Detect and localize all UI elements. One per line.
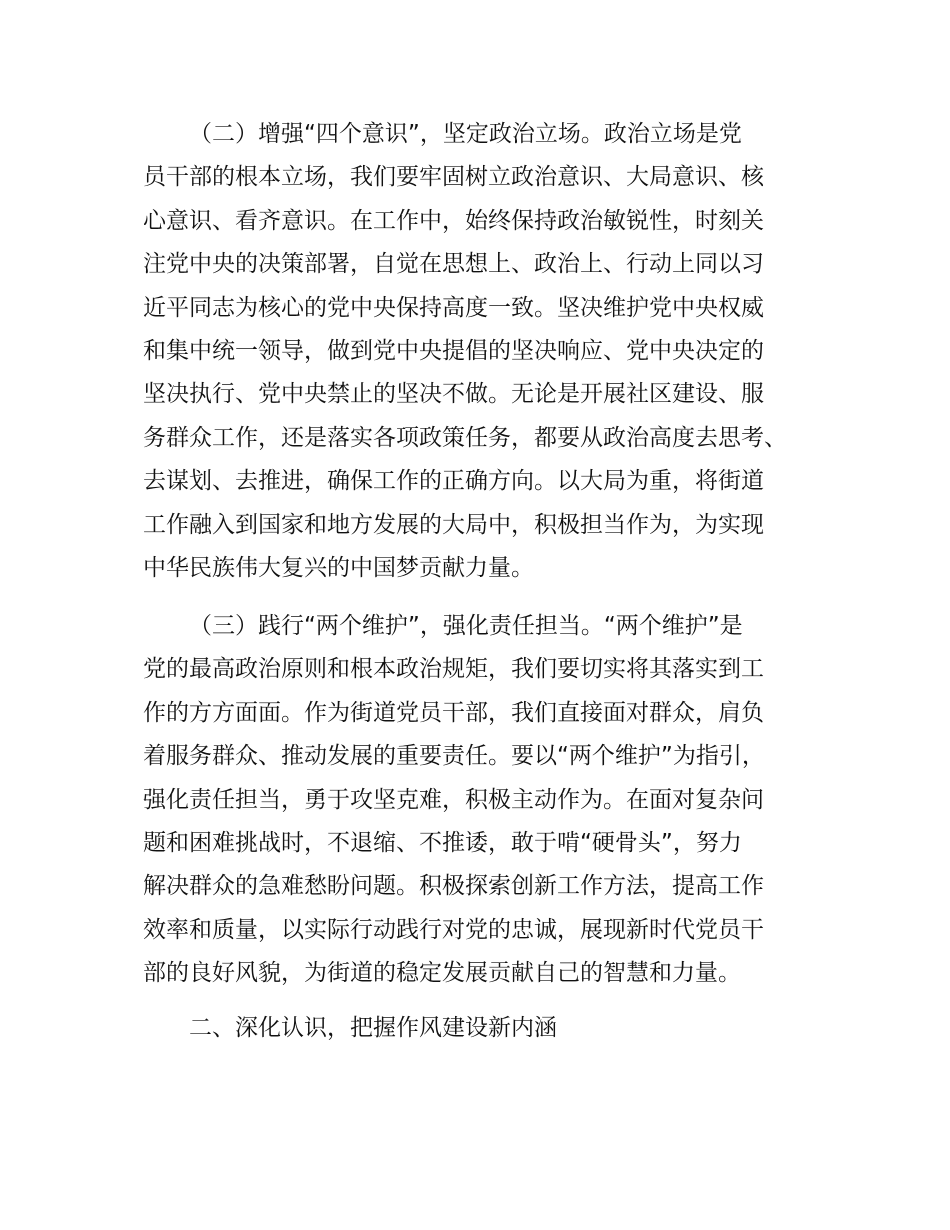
paragraph-line: 务群众工作，还是落实各项政策任务，都要从政治高度去思考、 — [143, 424, 787, 451]
paragraph-line: 党的最高政治原则和根本政治规矩，我们要切实将其落实到工 — [143, 656, 764, 683]
paragraph-line: 注党中央的决策部署，自觉在思想上、政治上、行动上同以习 — [143, 251, 764, 278]
paragraph-line: 心意识、看齐意识。在工作中，始终保持政治敏锐性，时刻关 — [143, 207, 764, 234]
paragraph-line: 解决群众的急难愁盼问题。积极探索创新工作方法，提高工作 — [143, 873, 764, 900]
paragraph-line: （二）增强“四个意识”，坚定政治立场。政治立场是党 — [189, 121, 742, 147]
paragraph-line: 工作融入到国家和地方发展的大局中，积极担当作为，为实现 — [143, 511, 764, 538]
paragraph-line: 着服务群众、推动发展的重要责任。要以“两个维护”为指引， — [143, 743, 765, 770]
paragraph-line: 效率和质量，以实际行动践行对党的忠诚，展现新时代党员干 — [143, 916, 764, 943]
paragraph-line: （三）践行“两个维护”，强化责任担当。“两个维护”是 — [189, 613, 743, 639]
paragraph-line: 员干部的根本立场，我们要牢固树立政治意识、大局意识、核 — [143, 164, 764, 191]
paragraph-line: 去谋划、去推进，确保工作的正确方向。以大局为重，将街道 — [143, 468, 764, 495]
section-heading-text: 二、深化认识，把握作风建设新内涵 — [189, 1015, 557, 1041]
section-heading — [143, 1007, 843, 1050]
paragraph-political-stance — [143, 113, 843, 590]
paragraph-line: 和集中统一领导，做到党中央提倡的坚决响应、党中央决定的 — [143, 337, 764, 364]
paragraph-line: 部的良好风貌，为街道的稳定发展贡献自己的智慧和力量。 — [143, 960, 741, 987]
paragraph-line: 中华民族伟大复兴的中国梦贡献力量。 — [143, 554, 534, 581]
paragraph-line: 作的方方面面。作为街道党员干部，我们直接面对群众，肩负 — [143, 699, 764, 726]
paragraph-line: 题和困难挑战时，不退缩、不推诿，敢于啃“硬骨头”，努力 — [143, 829, 742, 856]
paragraph-line: 强化责任担当，勇于攻坚克难，积极主动作为。在面对复杂问 — [143, 786, 764, 813]
paragraph-line: 近平同志为核心的党中央保持高度一致。坚决维护党中央权威 — [143, 294, 764, 321]
paragraph-two-safeguards — [143, 605, 843, 996]
paragraph-line: 坚决执行、党中央禁止的坚决不做。无论是开展社区建设、服 — [143, 381, 764, 408]
